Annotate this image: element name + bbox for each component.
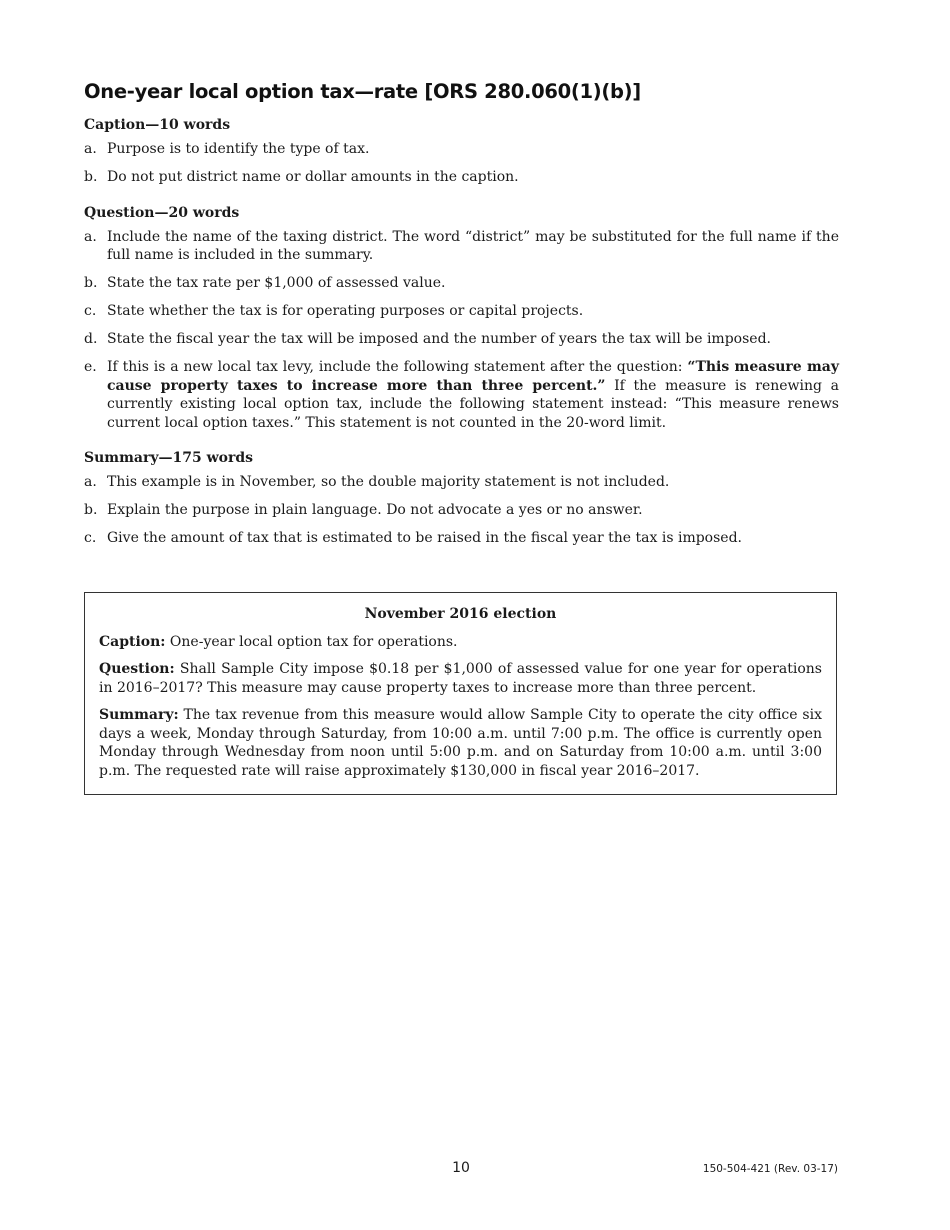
caption-list <box>84 140 839 187</box>
caption-section <box>84 117 839 187</box>
list-text: State the fiscal year the tax will be imposed and the number of years the tax will be imposed. <box>107 331 771 347</box>
list-item <box>84 501 839 520</box>
list-marker: b. <box>84 169 98 185</box>
example-summary <box>99 706 822 780</box>
example-question-text: Shall Sample City impose $0.18 per $1,000 of assessed value for one year for operations in 2016–2017? This measure may cause property taxes to increase more than three percent. <box>99 661 822 696</box>
page-content <box>84 80 839 566</box>
list-text: Purpose is to identify the type of tax. <box>107 141 370 157</box>
example-caption-text: One-year local option tax for operations. <box>165 633 458 650</box>
list-text: State the tax rate per $1,000 of assessed value. <box>107 275 446 291</box>
list-marker: e. <box>84 359 97 375</box>
list-text-after: If the measure is renewing a currently existing local option tax, include the following statement instead: “This measure renews current local option taxes.” This statement is not counted in the 20-word limit. <box>107 377 840 431</box>
page-number: 10 <box>452 1160 470 1176</box>
question-section-title: Question—20 words <box>84 204 240 221</box>
list-marker: b. <box>84 502 98 518</box>
example-question <box>99 660 822 697</box>
page-heading: One-year local option tax—rate [ORS 280.060(1)(b)] <box>84 80 641 103</box>
list-text: State whether the tax is for operating purposes or capital projects. <box>107 303 584 319</box>
caption-section-title: Caption—10 words <box>84 117 231 133</box>
list-item <box>84 529 839 548</box>
example-summary-text: The tax revenue from this measure would allow Sample City to operate the city office six days a week, Monday through Saturday, from 10:00 a.m. until 7:00 p.m. The office is currently open Monday through Wednesday from noon until 5:00 p.m. and on Saturday from 10:00 a.m. until 3:00 p.m. The requested rate will raise approximately $130,000 in fiscal year 2016–2017. <box>99 707 822 779</box>
list-marker: a. <box>84 141 97 157</box>
question-section <box>84 205 839 433</box>
list-text: Give the amount of tax that is estimated to be raised in the fiscal year the tax is imposed. <box>107 530 742 546</box>
example-question-label: Question: <box>99 661 175 677</box>
list-marker: a. <box>84 474 97 490</box>
list-text: Explain the purpose in plain language. Do not advocate a yes or no answer. <box>107 502 643 518</box>
list-item <box>84 330 839 349</box>
list-item <box>84 228 839 265</box>
example-title: November 2016 election <box>364 606 557 622</box>
list-marker: b. <box>84 275 98 291</box>
list-item <box>84 358 839 432</box>
list-text <box>107 358 839 432</box>
list-item <box>84 302 839 321</box>
list-item <box>84 140 839 159</box>
summary-section-title: Summary—175 words <box>84 450 254 466</box>
list-marker: d. <box>84 331 98 347</box>
list-text-before: If this is a new local tax levy, include the following statement after the question: <box>107 359 688 375</box>
list-item <box>84 168 839 187</box>
list-text: Include the name of the taxing district. The word “district” may be substituted for the full name if the full name is included in the summary. <box>107 228 839 263</box>
list-text: This example is in November, so the double majority statement is not included. <box>107 474 670 490</box>
list-text: Do not put district name or dollar amounts in the caption. <box>107 169 519 185</box>
list-marker: c. <box>84 303 97 319</box>
form-number: 150-504-421 (Rev. 03-17) <box>702 1163 838 1175</box>
summary-section <box>84 450 839 548</box>
example-box <box>84 592 837 795</box>
example-caption <box>99 633 822 652</box>
list-item <box>84 274 839 293</box>
summary-list <box>84 473 839 548</box>
list-marker: a. <box>84 228 97 245</box>
question-list <box>84 228 839 433</box>
example-caption-label: Caption: <box>99 633 166 650</box>
list-marker: c. <box>84 530 97 546</box>
required-statement: “This measure may cause property taxes to increase more than three percent.” <box>107 359 839 394</box>
list-item <box>84 473 839 492</box>
example-summary-label: Summary: <box>99 707 179 723</box>
